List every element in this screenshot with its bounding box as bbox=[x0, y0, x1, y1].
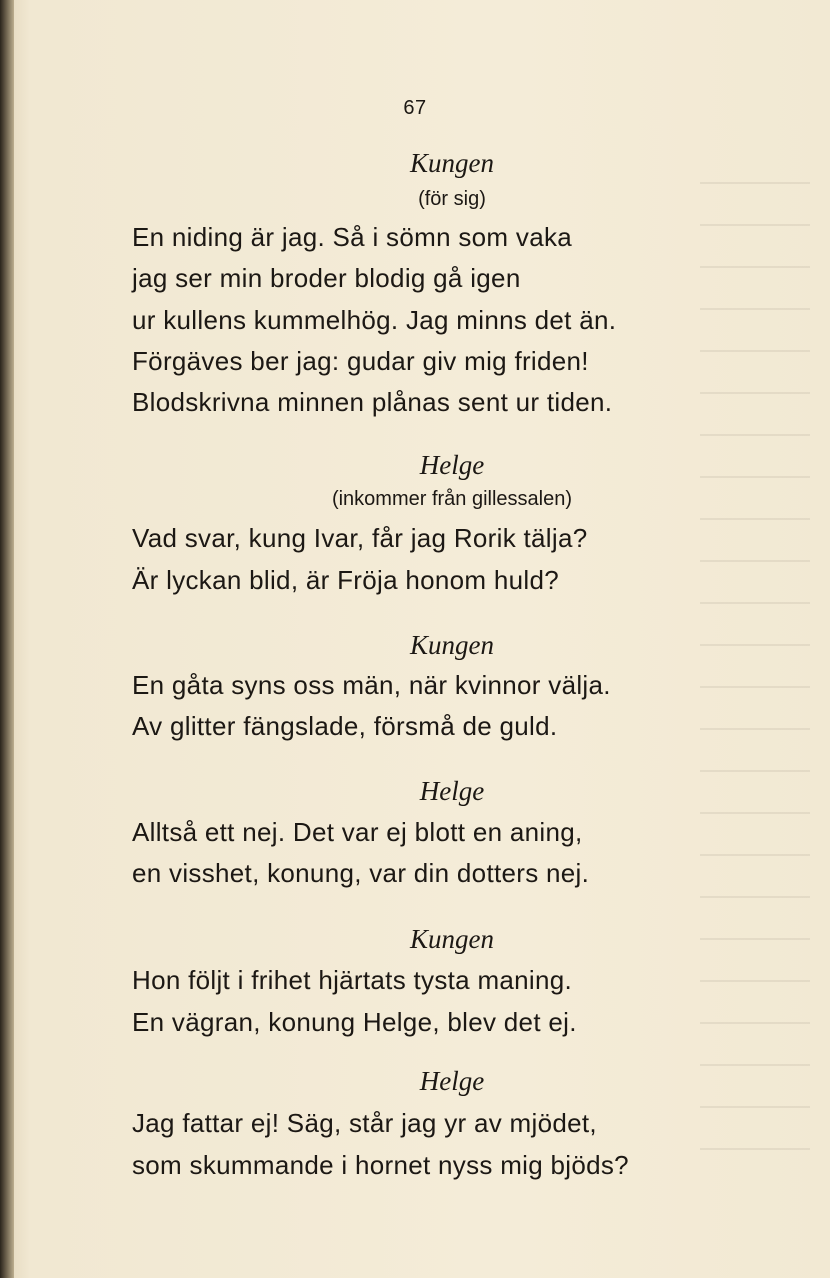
verse-line: En niding är jag. Så i sömn som vaka bbox=[132, 222, 573, 252]
verse-line: Vad svar, kung Ivar, får jag Rorik tälja? bbox=[132, 523, 588, 553]
verse-line: som skummande i hornet nyss mig bjöds? bbox=[132, 1150, 629, 1180]
verse-line: En gåta syns oss män, när kvinnor välja. bbox=[132, 670, 611, 700]
verse-line: En vägran, konung Helge, blev det ej. bbox=[132, 1007, 577, 1037]
speaker-name: Kungen bbox=[410, 148, 494, 178]
verse-line: Alltså ett nej. Det var ej blott en aning, bbox=[132, 817, 583, 847]
speaker-name: Helge bbox=[419, 776, 485, 806]
stage-direction: (inkommer från gillessalen) bbox=[331, 488, 573, 510]
stage-direction: (för sig) bbox=[418, 188, 486, 210]
speaker-name: Kungen bbox=[410, 924, 494, 954]
speaker-name: Kungen bbox=[410, 630, 494, 660]
verse-line: Är lyckan blid, är Fröja honom huld? bbox=[132, 565, 560, 595]
verse-line: Förgäves ber jag: gudar giv mig friden! bbox=[132, 346, 589, 376]
speaker-name: Helge bbox=[419, 1066, 485, 1096]
verse-line: ur kullens kummelhög. Jag minns det än. bbox=[132, 305, 617, 335]
verse-line: Blodskrivna minnen plånas sent ur tiden. bbox=[132, 387, 613, 417]
verse-line: en visshet, konung, var din dotters nej. bbox=[132, 858, 590, 888]
page-number: 67 bbox=[403, 97, 427, 119]
book-spine-edge bbox=[0, 0, 14, 1278]
verse-line: jag ser min broder blodig gå igen bbox=[132, 263, 521, 293]
verse-line: Av glitter fängslade, försmå de guld. bbox=[132, 711, 558, 741]
speaker-name: Helge bbox=[419, 450, 485, 480]
verse-line: Hon följt i frihet hjärtats tysta maning. bbox=[132, 965, 573, 995]
verse-line: Jag fattar ej! Säg, står jag yr av mjödet, bbox=[132, 1108, 597, 1138]
